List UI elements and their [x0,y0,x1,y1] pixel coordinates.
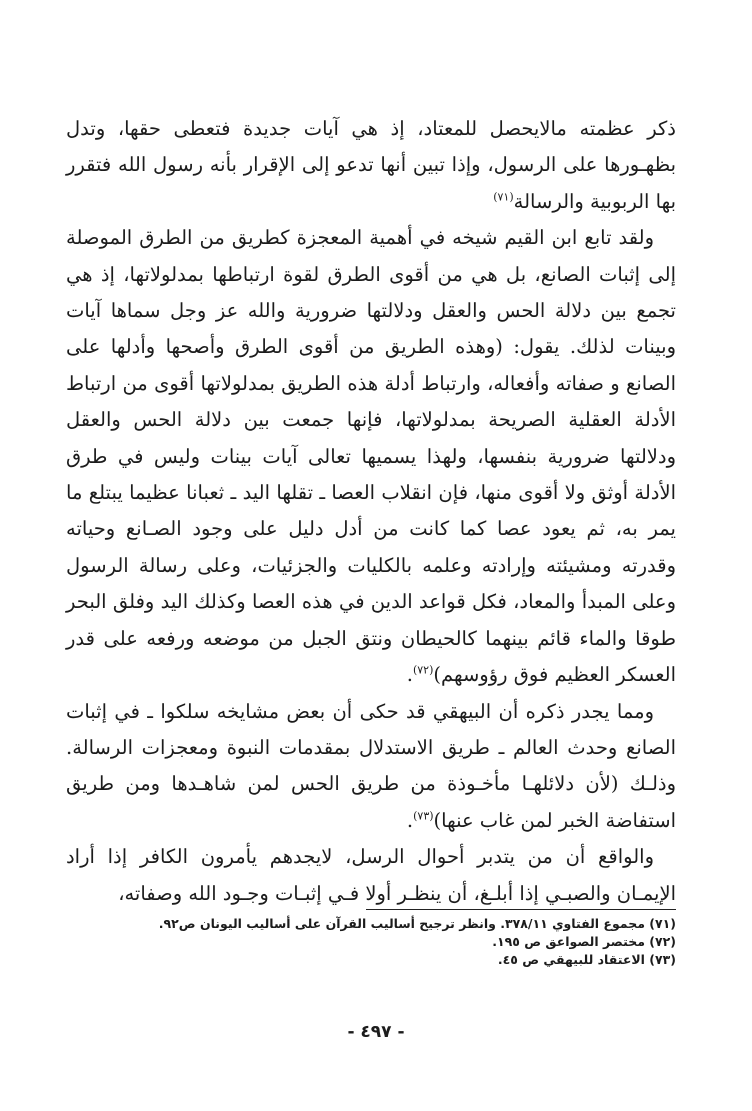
paragraph-2-tail: . [406,663,413,687]
paragraph-3 [66,694,676,840]
paragraph-1-text: ذكر عظمته مالايحصل للمعتاد، إذ هي آيات جديدة فتعطى حقها، وتدل بظهـورها على الرسول، وإذا تبين أنها تدعو إلى الإقرار بأنه رسول الله فتقرر بها الربوبية والرسالة [66,117,676,213]
paragraph-4 [66,839,676,912]
footnote-73: (٧٣) الاعتقاد للبيهقي ص ٤٥. [497,952,676,967]
footnote-ref-71[interactable]: (٧١) [493,190,514,204]
footnote-ref-72[interactable]: (٧٢) [412,663,434,677]
footnote-divider [366,909,676,910]
footnotes-section [66,915,676,969]
paragraph-3-text: ومما يجدر ذكره أن البيهقي قد حكى أن بعض مشايخه سلكوا ـ في إثبات الصانع وحدث العالم ـ طريق الاستدلال بمقدمات النبوة ومعجزات الرسالة. وذلـك (لأن دلائلهـا مأخـوذة من طريق الحس لمن شاهـدها ومن طريق استفاضة الخبر لمن غاب عنها) [66,699,676,832]
footnote-72: (٧٢) مختصر الصواعق ص ١٩٥. [492,934,676,949]
paragraph-2 [66,220,676,693]
paragraph-2-text: ولقد تابع ابن القيم شيخه في أهمية المعجزة كطريق من الطرق الموصلة إلى إثبات الصانع، بل هي من أقوى الطرق لقوة ارتباطها بمدلولاتها، إذ هي تجمع بين دلالة الحس والعقل ودلالتها ضرورية والله عز وجل سماها آيات وبينات لذلك. يقول: (وهذه الطريق من أقوى الطرق وأصحها وأدلها على الصانع و صفاته وأفعاله، وارتباط أدلة هذه الطريق بمدلولاتها أقوى من ارتباط الأدلة العقلية الصريحة بمدلولاتها، فإنها جمعت بين دلالة الحس والعقل ودلالتها ضرورية بنفسها، ولهذا يسميها تعالى آيات بينات وليس في طرق الأدلة أوثق ولا أقوى منها، فإن انقلاب العصا ـ تقلها اليد ـ ثعبانا عظيما يبتلع ما يمر به، ثم يعود عصا كما كانت من أدل دليل على وجود الصـانع وحياته وقدرته ومشيئته وإرادته وعلمه بالكليات والجزئيات، وعلى رسالة الرسول وعلى المبدأ والمعاد، فكل قواعد الدين في هذه العصا وكذلك اليد وفلق البحر طوقا والماء قائم بينهما كالحيطان ونتق الجبل من موضعه ورفعه على قدر العسكر العظيم فوق رؤوسهم) [66,226,676,687]
paragraph-1 [66,111,676,220]
footnote-ref-73[interactable]: (٧٣) [413,809,434,823]
paragraph-4-text: والواقع أن من يتدبر أحوال الرسل، لايجدهم يأمرون الكافر إذا أراد الإيمـان والصبـي إذا أبلـغ، أن ينظـر أولا فـي إثبـات وجـود الله وصفاته، [66,845,676,905]
main-text [66,111,676,912]
footnote-71: (٧١) مجموع الفتاوي ٣٧٨/١١. وانظر ترجيح أساليب القرآن على أساليب اليونان ص٩٢. [158,916,676,931]
page-number: - ٤٩٧ - [347,1022,405,1042]
paragraph-3-tail: . [406,808,414,832]
